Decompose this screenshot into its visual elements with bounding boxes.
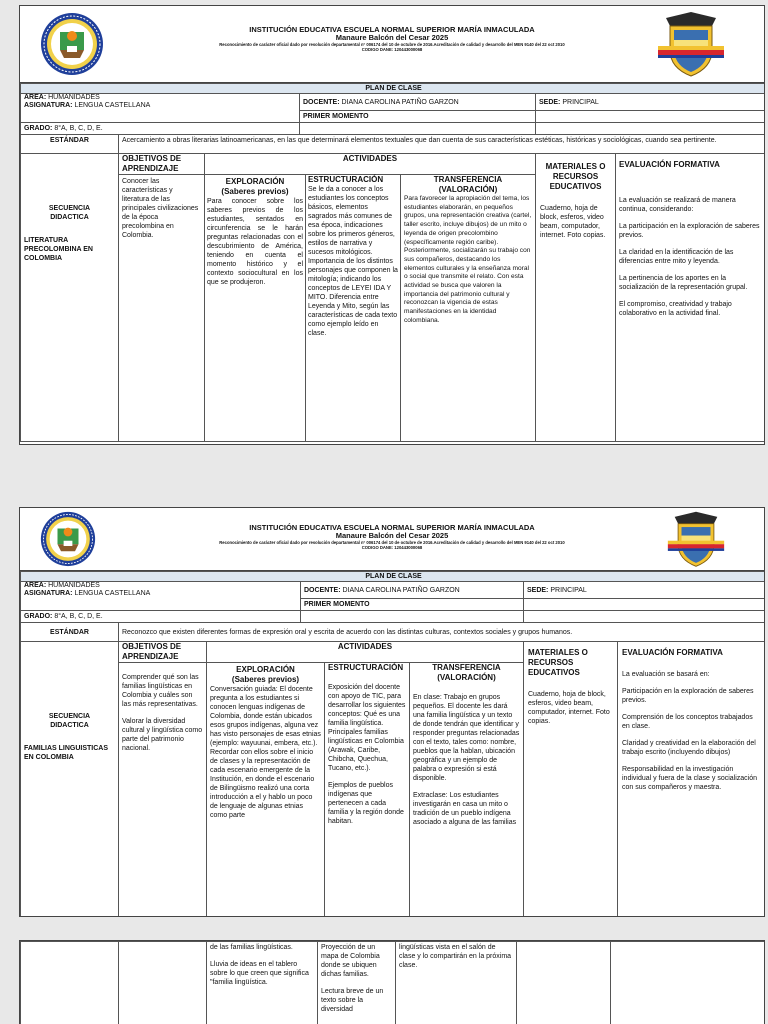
structuring-cont-item: Proyección de un mapa de Colombia donde se ubiquen dichas familias. [321, 944, 380, 978]
materials-header: MATERIALES O RECURSOS EDUCATIVOS [528, 648, 588, 677]
exploration-cont-item: Lluvia de ideas en el tablero sobre lo que creen que significa "familia lingüística. [210, 961, 309, 986]
plan-table [20, 571, 765, 917]
site-value: PRINCIPAL [550, 586, 587, 594]
exploration-cont-item: de las familias lingüísticas. [210, 944, 293, 951]
materials-text: Cuaderno, hoja de block, esferos, video beam, computador, internet. Foto copias. [528, 691, 610, 725]
lesson-plan-1 [19, 5, 765, 445]
standard-label: ESTÁNDAR [21, 135, 119, 154]
transfer-subheader: (VALORACIÓN) [438, 185, 498, 194]
evaluation-item: Comprensión de los conceptos trabajados en clase. [622, 714, 753, 730]
evaluation-item: La participación en la exploración de saberes previos. [619, 223, 760, 239]
lesson-plan-2-continued [19, 940, 765, 1024]
objectives-header: OBJETIVOS DE APRENDIZAJE [119, 154, 204, 175]
topic-label: LITERATURA PRECOLOMBINA EN COLOMBIA [24, 237, 93, 262]
institution-name: INSTITUCIÓN EDUCATIVA ESCUELA NORMAL SUPERIOR MARÍA INMACULADA [249, 523, 535, 532]
teacher-value: DIANA CAROLINA PATIÑO GARZON [342, 586, 460, 594]
structuring-text: Se le da a conocer a los estudiantes los conceptos básicos, elementos sagrados más comunes de esa época, indicaciones sobre los primeros géneros, estilos de narrativa y sucesos mitológicos. Importancia de los distintos personajes que componen la mitología; indicando los conceptos de LEYEI IDA Y MITO. Diferencia entre Leyenda y Mito, según las características de cada texto como ejemplo leído en clase. [308, 186, 398, 337]
objectives-header: OBJETIVOS DE APRENDIZAJE [119, 642, 206, 663]
evaluation-header: EVALUACIÓN FORMATIVA [619, 160, 720, 169]
school-seal-icon [40, 511, 96, 567]
subject-label: ASIGNATURA: [24, 590, 73, 597]
plan-table-continued [20, 941, 765, 1024]
transfer-header: TRANSFERENCIA [433, 175, 503, 184]
header-text [170, 524, 614, 550]
exploration-text: Para conocer sobre los saberes previos de los estudiantes, sentados en circunferencia se le harán preguntas relacionadas con el descubrimiento de América, teniendo en cuenta el momento histórico y el contexto sociocultural en los que se produjeron. [207, 198, 303, 286]
area-label: ÁREA: [24, 582, 47, 589]
plan-title: PLAN DE CLASE [21, 84, 766, 94]
subject-value: LENGUA CASTELLANA [74, 590, 151, 597]
evaluation-item: La evaluación se basará en: [622, 671, 710, 678]
sequence-label: SECUENCIA DIDACTICA [48, 713, 91, 729]
document-header [20, 6, 764, 83]
teacher-value: DIANA CAROLINA PATIÑO GARZON [341, 98, 459, 106]
evaluation-item: La evaluación se realizará de manera continua, considerando: [619, 197, 736, 213]
institution-location: Manaure Balcón del Cesar 2025 [335, 531, 449, 540]
exploration-header: EXPLORACIÓN [236, 665, 295, 674]
transfer-subheader: (VALORACIÓN) [437, 673, 496, 682]
plan-title: PLAN DE CLASE [21, 572, 766, 582]
transfer-item: Extraclase: Los estudiantes investigarán en casa un mito o tradición de un pueblo indígena asociado a alguna de las familias [413, 792, 517, 826]
structuring-header: ESTRUCTURACIÓN [328, 663, 404, 672]
teacher-label: DOCENTE: [304, 586, 341, 594]
objectives-item: Comprender qué son las familias lingüísticas en Colombia y cuáles son las más representativas. [122, 674, 199, 708]
subject-value: LENGUA CASTELLANA [74, 102, 151, 109]
school-seal-icon [40, 12, 104, 76]
sequence-label: SECUENCIA DIDACTICA [48, 205, 91, 221]
moment-label: PRIMER MOMENTO [300, 111, 536, 123]
evaluation-item: Responsabilidad en la investigación individual y fuera de la clase y socialización con sus compañeros y maestra. [622, 766, 758, 791]
document-header [20, 508, 764, 571]
standard-text: Acercamiento a obras literarias latinoamericanas, en las que determinará elementos textuales que dan cuenta de sus características estéticas, históricas y sociológicas, cuando sea pertinente. [119, 135, 766, 154]
objectives-text: Conocer las características y literatura de las principales civilizaciones de la época precolombina en Colombia. [122, 178, 199, 239]
structuring-item: Exposición del docente con apoyo de TIC, para desarrollar los siguientes conceptos: Qué es una familia lingüística. Principales familias lingüísticas en Colombia (Arawak, Caribe, Chibcha, Quechua, Tucano, etc.). [328, 684, 406, 772]
plan-table [20, 83, 765, 442]
recognition-text: Reconocimiento de carácter oficial dado por resolución departamental n° 006174 del 10 de octubre de 2016.Acreditación de calidad y desarrollo del MEN 9140 del 22 oct 2010 [219, 540, 565, 545]
evaluation-header: EVALUACIÓN FORMATIVA [622, 648, 723, 657]
area-value: HUMANIDADES [48, 582, 100, 589]
dane-code: CODIGO DANE: 120443000068 [361, 47, 423, 52]
teacher-label: DOCENTE: [303, 98, 340, 106]
activities-header: ACTIVIDADES [207, 642, 523, 663]
structuring-item: Ejemplos de pueblos indígenas que pertenecen a cada familia y la región donde habitan. [328, 782, 404, 825]
institution-location: Manaure Balcón del Cesar 2025 [335, 33, 449, 42]
area-value: HUMANIDADES [48, 94, 100, 101]
area-label: ÁREA: [24, 94, 47, 101]
lesson-plan-2 [19, 507, 765, 917]
transfer-item: En clase: Trabajo en grupos pequeños. El docente les dará una familia lingüística y un texto de donde tendrán que identificar y responder preguntas relacionadas con el texto, tales como: nombre, pueblos que la hablan, ubicación geográfica y un ejemplo de palabra o expresión si está disponible. [413, 694, 520, 782]
activities-header: ACTIVIDADES [205, 154, 535, 175]
materials-header: MATERIALES O RECURSOS EDUCATIVOS [545, 162, 606, 191]
transfer-header: TRANSFERENCIA [432, 663, 501, 672]
evaluation-item: La claridad en la identificación de las diferencias entre mito y leyenda. [619, 249, 734, 265]
topic-label: FAMILIAS LINGUISTICAS EN COLOMBIA [24, 745, 108, 761]
colombia-coat-of-arms-icon [656, 10, 726, 78]
site-label: SEDE: [527, 586, 549, 594]
evaluation-item: La pertinencia de los aportes en la socialización de la representación grupal. [619, 275, 748, 291]
dane-code: CODIGO DANE: 120443000068 [361, 545, 423, 550]
site-label: SEDE: [539, 98, 561, 106]
site-value: PRINCIPAL [562, 98, 599, 106]
exploration-subheader: (Saberes previos) [231, 675, 300, 684]
transfer-cont-text: lingüísticas vista en el salón de clase y lo compartirán en la próxima clase. [396, 942, 517, 1024]
recognition-text: Reconocimiento de carácter oficial dado por resolución departamental n° 006174 del 10 de octubre de 2016.Acreditación de calidad y desarrollo del MEN 9140 del 22 oct 2010 [219, 42, 565, 47]
exploration-text: Conversación guiada: El docente pregunta a los estudiantes si conocen lenguas indígenas de Colombia, donde están ubicados esos grupos indígenas, alguna vez has visto personajes de esas etnias (ejemplo: wayuunai, embera, etc.). Recordar con ellos sobre el inicio de clases y la representación de cada escenario emergente de la Institución, en donde el escenario de Bilingüismo realizó una corta introducción a el y hablo un poco de lenguaje de algunas etnias como parte [210, 686, 321, 819]
grade-label: GRADO: [24, 125, 53, 132]
grade-label: GRADO: [24, 613, 53, 620]
evaluation-item: Participación en la exploración de saberes previos. [622, 688, 754, 704]
colombia-coat-of-arms-icon [666, 510, 726, 568]
header-text [180, 26, 604, 52]
evaluation-item: El compromiso, creatividad y trabajo colaborativo en la actividad final. [619, 301, 732, 317]
materials-text: Cuaderno, hoja de block, esferos, video beam, computador, internet. Foto copias. [540, 205, 606, 239]
standard-text: Reconozco que existen diferentes formas de expresión oral y escrita de acuerdo con las distintas culturas, contextos sociales y grupos humanos. [119, 623, 766, 642]
subject-label: ASIGNATURA: [24, 102, 73, 109]
moment-label: PRIMER MOMENTO [301, 599, 524, 611]
standard-label: ESTÁNDAR [21, 623, 119, 642]
grade-value: 8°A, B, C, D, E. [54, 125, 103, 132]
grade-value: 8°A, B, C, D, E. [54, 613, 103, 620]
objectives-item: Valorar la diversidad cultural y lingüística como parte del patrimonio nacional. [122, 718, 203, 752]
structuring-cont-item: Lectura breve de un texto sobre la diversidad [321, 988, 384, 1013]
transfer-text: Para favorecer la apropiación del tema, los estudiantes elaborarán, en pequeños grupos, una representación creativa (cartel, taller escrito, incluye dibujos) de un mito o leyenda de origen precolombino (específicamente región caribe). Posteriormente, socializarán su trabajo con sus compañeros, destacando los elementos culturales y la enseñanza moral o social que transmite el relato. Con esta actividad se busca que valoren la importancia del patrimonio cultural y reconozcan la vigencia de estas manifestaciones en la identidad colombiana. [404, 195, 532, 324]
structuring-header: ESTRUCTURACIÓN [308, 175, 384, 184]
exploration-subheader: (Saberes previos) [221, 187, 289, 196]
evaluation-item: Claridad y creatividad en la elaboración del trabajo escrito (incluyendo dibujos) [622, 740, 756, 756]
institution-name: INSTITUCIÓN EDUCATIVA ESCUELA NORMAL SUPERIOR MARÍA INMACULADA [249, 25, 535, 34]
exploration-header: EXPLORACIÓN [225, 177, 285, 186]
